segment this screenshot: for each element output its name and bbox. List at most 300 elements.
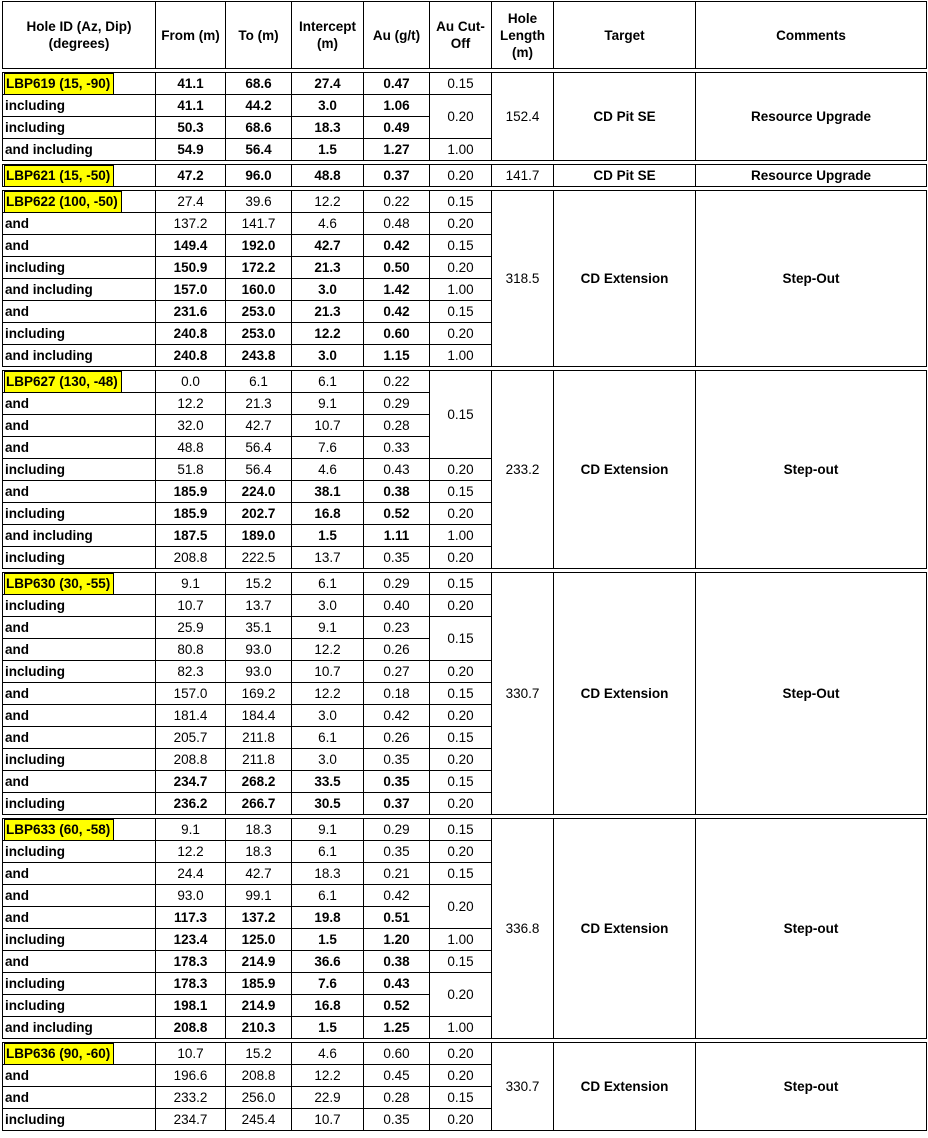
hole-target: CD Extension	[554, 819, 696, 1039]
cell-to: 21.3	[226, 393, 292, 415]
cell-int: 12.2	[292, 683, 364, 705]
hole-comment: Resource Upgrade	[696, 165, 927, 187]
hole-length: 233.2	[492, 371, 554, 569]
cell-au: 0.27	[364, 661, 430, 683]
cell-from: 231.6	[156, 301, 226, 323]
cell-from: 54.9	[156, 139, 226, 161]
hole-comment: Resource Upgrade	[696, 73, 927, 161]
cell-to: 56.4	[226, 459, 292, 481]
cell-au: 0.40	[364, 595, 430, 617]
cell-au: 1.06	[364, 95, 430, 117]
row-label-cell: and	[3, 727, 156, 749]
cell-au: 0.22	[364, 371, 430, 393]
row-label-cell: including	[3, 841, 156, 863]
cell-from: 208.8	[156, 547, 226, 569]
cell-to: 266.7	[226, 793, 292, 815]
cell-cutoff: 0.15	[430, 771, 492, 793]
row-label-cell: and	[3, 705, 156, 727]
hole-target: CD Extension	[554, 573, 696, 815]
cell-to: 13.7	[226, 595, 292, 617]
cell-to: 56.4	[226, 139, 292, 161]
row-label-cell: and including	[3, 1017, 156, 1039]
cell-from: 41.1	[156, 95, 226, 117]
cell-from: 178.3	[156, 973, 226, 995]
cell-from: 157.0	[156, 279, 226, 301]
cell-to: 211.8	[226, 727, 292, 749]
header-cutoff: Au Cut-Off	[430, 2, 492, 69]
cell-to: 15.2	[226, 573, 292, 595]
cell-au: 0.26	[364, 727, 430, 749]
cell-from: 10.7	[156, 1043, 226, 1065]
cell-from: 9.1	[156, 573, 226, 595]
cell-cutoff: 0.20	[430, 257, 492, 279]
cell-cutoff: 0.20	[430, 95, 492, 139]
cell-to: 15.2	[226, 1043, 292, 1065]
hole-length: 152.4	[492, 73, 554, 161]
row-label-cell: including	[3, 323, 156, 345]
cell-au: 0.47	[364, 73, 430, 95]
cell-au: 0.51	[364, 907, 430, 929]
cell-au: 0.42	[364, 885, 430, 907]
row-label-cell: including	[3, 595, 156, 617]
cell-cutoff: 0.20	[430, 749, 492, 771]
cell-from: 24.4	[156, 863, 226, 885]
cell-from: 50.3	[156, 117, 226, 139]
hole-id: LBP633 (60, -58)	[5, 820, 113, 840]
cell-to: 42.7	[226, 415, 292, 437]
cell-int: 6.1	[292, 727, 364, 749]
cell-from: 234.7	[156, 1109, 226, 1131]
cell-int: 4.6	[292, 1043, 364, 1065]
cell-to: 68.6	[226, 73, 292, 95]
cell-to: 211.8	[226, 749, 292, 771]
hole-id: LBP622 (100, -50)	[5, 192, 121, 212]
cell-from: 123.4	[156, 929, 226, 951]
cell-int: 3.0	[292, 595, 364, 617]
cell-from: 205.7	[156, 727, 226, 749]
header-hole-id: Hole ID (Az, Dip) (degrees)	[3, 2, 156, 69]
cell-from: 198.1	[156, 995, 226, 1017]
cell-to: 185.9	[226, 973, 292, 995]
hole-length: 330.7	[492, 1043, 554, 1131]
cell-to: 99.1	[226, 885, 292, 907]
cell-au: 0.37	[364, 165, 430, 187]
cell-cutoff: 1.00	[430, 279, 492, 301]
cell-au: 0.42	[364, 301, 430, 323]
cell-int: 9.1	[292, 617, 364, 639]
hole-target: CD Pit SE	[554, 73, 696, 161]
cell-from: 32.0	[156, 415, 226, 437]
cell-int: 9.1	[292, 393, 364, 415]
row-label-cell: including	[3, 459, 156, 481]
header-to: To (m)	[226, 2, 292, 69]
table-body	[3, 69, 927, 1131]
cell-int: 38.1	[292, 481, 364, 503]
cell-cutoff: 1.00	[430, 525, 492, 547]
cell-to: 253.0	[226, 301, 292, 323]
cell-au: 0.21	[364, 863, 430, 885]
cell-from: 240.8	[156, 323, 226, 345]
cell-cutoff: 0.20	[430, 213, 492, 235]
cell-au: 0.29	[364, 393, 430, 415]
row-label-cell: and including	[3, 139, 156, 161]
cell-cutoff: 0.20	[430, 1109, 492, 1131]
cell-from: 12.2	[156, 841, 226, 863]
cell-au: 0.52	[364, 503, 430, 525]
hole-comment: Step-out	[696, 1043, 927, 1131]
cell-to: 210.3	[226, 1017, 292, 1039]
cell-cutoff: 0.20	[430, 661, 492, 683]
cell-int: 3.0	[292, 345, 364, 367]
table-row	[3, 371, 927, 393]
cell-cutoff: 0.15	[430, 617, 492, 661]
cell-int: 27.4	[292, 73, 364, 95]
cell-to: 125.0	[226, 929, 292, 951]
table-row	[3, 573, 927, 595]
cell-int: 12.2	[292, 323, 364, 345]
hole-id: LBP619 (15, -90)	[5, 74, 113, 94]
row-label-cell: and	[3, 481, 156, 503]
row-label-cell: and	[3, 771, 156, 793]
cell-to: 245.4	[226, 1109, 292, 1131]
cell-int: 36.6	[292, 951, 364, 973]
cell-cutoff: 1.00	[430, 139, 492, 161]
cell-to: 68.6	[226, 117, 292, 139]
row-label-cell: including	[3, 117, 156, 139]
row-label-cell	[3, 191, 156, 213]
cell-to: 222.5	[226, 547, 292, 569]
row-label-cell: including	[3, 929, 156, 951]
cell-int: 42.7	[292, 235, 364, 257]
cell-au: 1.20	[364, 929, 430, 951]
cell-to: 208.8	[226, 1065, 292, 1087]
cell-cutoff: 0.15	[430, 1087, 492, 1109]
cell-int: 6.1	[292, 573, 364, 595]
cell-from: 25.9	[156, 617, 226, 639]
cell-to: 202.7	[226, 503, 292, 525]
row-label-cell: and	[3, 885, 156, 907]
cell-int: 4.6	[292, 213, 364, 235]
row-label-cell: and	[3, 1087, 156, 1109]
cell-au: 0.23	[364, 617, 430, 639]
hole-id: LBP636 (90, -60)	[5, 1044, 113, 1064]
cell-to: 56.4	[226, 437, 292, 459]
hole-target: CD Extension	[554, 191, 696, 367]
cell-au: 0.35	[364, 547, 430, 569]
cell-cutoff: 0.15	[430, 73, 492, 95]
cell-int: 1.5	[292, 1017, 364, 1039]
cell-cutoff: 0.20	[430, 323, 492, 345]
cell-int: 30.5	[292, 793, 364, 815]
cell-cutoff: 0.15	[430, 235, 492, 257]
cell-au: 0.52	[364, 995, 430, 1017]
row-label-cell: including	[3, 503, 156, 525]
row-label-cell: including	[3, 995, 156, 1017]
header-target: Target	[554, 2, 696, 69]
row-label-cell: including	[3, 793, 156, 815]
cell-cutoff: 0.15	[430, 863, 492, 885]
row-label-cell	[3, 73, 156, 95]
cell-cutoff: 0.20	[430, 547, 492, 569]
cell-au: 0.28	[364, 1087, 430, 1109]
cell-from: 27.4	[156, 191, 226, 213]
cell-cutoff: 0.20	[430, 885, 492, 929]
cell-cutoff: 0.20	[430, 595, 492, 617]
cell-int: 48.8	[292, 165, 364, 187]
header-au: Au (g/t)	[364, 2, 430, 69]
cell-cutoff: 0.20	[430, 1065, 492, 1087]
row-label-cell: and	[3, 301, 156, 323]
cell-au: 1.15	[364, 345, 430, 367]
header-intercept: Intercept (m)	[292, 2, 364, 69]
cell-to: 35.1	[226, 617, 292, 639]
cell-from: 234.7	[156, 771, 226, 793]
cell-au: 0.26	[364, 639, 430, 661]
cell-from: 208.8	[156, 749, 226, 771]
cell-from: 185.9	[156, 503, 226, 525]
hole-id: LBP627 (130, -48)	[5, 372, 121, 392]
cell-au: 0.60	[364, 1043, 430, 1065]
row-label-cell: and	[3, 863, 156, 885]
cell-au: 1.25	[364, 1017, 430, 1039]
hole-comment: Step-Out	[696, 191, 927, 367]
cell-to: 253.0	[226, 323, 292, 345]
cell-int: 7.6	[292, 437, 364, 459]
cell-to: 137.2	[226, 907, 292, 929]
row-label-cell: and	[3, 437, 156, 459]
cell-int: 9.1	[292, 819, 364, 841]
cell-au: 0.22	[364, 191, 430, 213]
table-row	[3, 165, 927, 187]
drill-results-table	[2, 1, 927, 1131]
cell-int: 10.7	[292, 1109, 364, 1131]
cell-au: 0.42	[364, 705, 430, 727]
cell-cutoff: 1.00	[430, 345, 492, 367]
cell-to: 93.0	[226, 661, 292, 683]
cell-au: 0.18	[364, 683, 430, 705]
cell-int: 18.3	[292, 863, 364, 885]
cell-int: 4.6	[292, 459, 364, 481]
cell-to: 192.0	[226, 235, 292, 257]
cell-from: 48.8	[156, 437, 226, 459]
cell-int: 3.0	[292, 95, 364, 117]
hole-comment: Step-out	[696, 371, 927, 569]
cell-to: 141.7	[226, 213, 292, 235]
cell-to: 256.0	[226, 1087, 292, 1109]
cell-int: 12.2	[292, 639, 364, 661]
cell-to: 214.9	[226, 995, 292, 1017]
cell-int: 6.1	[292, 885, 364, 907]
cell-au: 0.35	[364, 771, 430, 793]
cell-au: 0.35	[364, 749, 430, 771]
cell-cutoff: 0.15	[430, 573, 492, 595]
cell-from: 9.1	[156, 819, 226, 841]
cell-au: 0.38	[364, 951, 430, 973]
cell-from: 82.3	[156, 661, 226, 683]
cell-from: 47.2	[156, 165, 226, 187]
row-label-cell: and	[3, 393, 156, 415]
cell-cutoff: 0.20	[430, 973, 492, 1017]
row-label-cell: and including	[3, 279, 156, 301]
cell-from: 187.5	[156, 525, 226, 547]
cell-au: 0.28	[364, 415, 430, 437]
cell-int: 21.3	[292, 301, 364, 323]
cell-cutoff: 0.20	[430, 165, 492, 187]
cell-int: 6.1	[292, 371, 364, 393]
hole-id: LBP621 (15, -50)	[5, 166, 113, 186]
hole-target: CD Extension	[554, 1043, 696, 1131]
cell-int: 18.3	[292, 117, 364, 139]
header-from: From (m)	[156, 2, 226, 69]
cell-from: 196.6	[156, 1065, 226, 1087]
cell-int: 16.8	[292, 995, 364, 1017]
cell-int: 3.0	[292, 279, 364, 301]
cell-au: 0.29	[364, 819, 430, 841]
cell-int: 3.0	[292, 749, 364, 771]
row-label-cell: including	[3, 1109, 156, 1131]
row-label-cell: including	[3, 547, 156, 569]
cell-to: 189.0	[226, 525, 292, 547]
cell-to: 224.0	[226, 481, 292, 503]
cell-from: 41.1	[156, 73, 226, 95]
cell-cutoff: 0.20	[430, 793, 492, 815]
cell-cutoff: 0.15	[430, 727, 492, 749]
cell-cutoff: 0.20	[430, 503, 492, 525]
cell-au: 0.29	[364, 573, 430, 595]
row-label-cell: and	[3, 639, 156, 661]
cell-to: 214.9	[226, 951, 292, 973]
cell-to: 169.2	[226, 683, 292, 705]
cell-int: 21.3	[292, 257, 364, 279]
cell-to: 39.6	[226, 191, 292, 213]
cell-from: 233.2	[156, 1087, 226, 1109]
cell-int: 12.2	[292, 191, 364, 213]
cell-au: 0.43	[364, 459, 430, 481]
hole-length: 330.7	[492, 573, 554, 815]
cell-from: 181.4	[156, 705, 226, 727]
cell-int: 13.7	[292, 547, 364, 569]
cell-au: 0.48	[364, 213, 430, 235]
cell-au: 0.43	[364, 973, 430, 995]
cell-to: 18.3	[226, 841, 292, 863]
cell-to: 160.0	[226, 279, 292, 301]
cell-from: 236.2	[156, 793, 226, 815]
cell-au: 0.35	[364, 1109, 430, 1131]
cell-cutoff: 0.15	[430, 951, 492, 973]
row-label-cell: including	[3, 749, 156, 771]
cell-int: 16.8	[292, 503, 364, 525]
row-label-cell	[3, 1043, 156, 1065]
table-row	[3, 191, 927, 213]
row-label-cell: and including	[3, 345, 156, 367]
cell-to: 93.0	[226, 639, 292, 661]
cell-int: 7.6	[292, 973, 364, 995]
cell-au: 1.11	[364, 525, 430, 547]
row-label-cell: including	[3, 257, 156, 279]
cell-au: 0.38	[364, 481, 430, 503]
row-label-cell: and	[3, 415, 156, 437]
hole-comment: Step-out	[696, 819, 927, 1039]
cell-cutoff: 0.15	[430, 191, 492, 213]
cell-cutoff: 0.20	[430, 459, 492, 481]
cell-to: 18.3	[226, 819, 292, 841]
cell-cutoff: 0.15	[430, 301, 492, 323]
cell-int: 6.1	[292, 841, 364, 863]
cell-int: 12.2	[292, 1065, 364, 1087]
hole-length: 318.5	[492, 191, 554, 367]
cell-cutoff: 0.15	[430, 371, 492, 459]
cell-from: 12.2	[156, 393, 226, 415]
cell-from: 178.3	[156, 951, 226, 973]
cell-cutoff: 0.20	[430, 841, 492, 863]
cell-from: 157.0	[156, 683, 226, 705]
cell-au: 0.49	[364, 117, 430, 139]
row-label-cell: and	[3, 683, 156, 705]
cell-au: 0.33	[364, 437, 430, 459]
cell-to: 96.0	[226, 165, 292, 187]
cell-au: 0.42	[364, 235, 430, 257]
table-row	[3, 819, 927, 841]
cell-int: 1.5	[292, 929, 364, 951]
cell-au: 1.42	[364, 279, 430, 301]
cell-au: 0.60	[364, 323, 430, 345]
cell-cutoff: 0.20	[430, 705, 492, 727]
header-hole-length: Hole Length (m)	[492, 2, 554, 69]
cell-to: 172.2	[226, 257, 292, 279]
cell-au: 0.35	[364, 841, 430, 863]
row-label-cell: and	[3, 907, 156, 929]
cell-au: 0.45	[364, 1065, 430, 1087]
cell-from: 240.8	[156, 345, 226, 367]
cell-to: 268.2	[226, 771, 292, 793]
cell-from: 149.4	[156, 235, 226, 257]
cell-from: 0.0	[156, 371, 226, 393]
cell-from: 80.8	[156, 639, 226, 661]
cell-to: 42.7	[226, 863, 292, 885]
cell-cutoff: 0.15	[430, 481, 492, 503]
row-label-cell	[3, 819, 156, 841]
cell-from: 117.3	[156, 907, 226, 929]
cell-from: 208.8	[156, 1017, 226, 1039]
cell-from: 93.0	[156, 885, 226, 907]
cell-from: 10.7	[156, 595, 226, 617]
hole-id: LBP630 (30, -55)	[5, 574, 113, 594]
hole-target: CD Extension	[554, 371, 696, 569]
cell-int: 33.5	[292, 771, 364, 793]
cell-cutoff: 1.00	[430, 929, 492, 951]
cell-int: 22.9	[292, 1087, 364, 1109]
row-label-cell	[3, 371, 156, 393]
cell-cutoff: 0.15	[430, 819, 492, 841]
cell-to: 243.8	[226, 345, 292, 367]
header-comments: Comments	[696, 2, 927, 69]
cell-from: 150.9	[156, 257, 226, 279]
cell-from: 185.9	[156, 481, 226, 503]
cell-to: 6.1	[226, 371, 292, 393]
cell-cutoff: 0.20	[430, 1043, 492, 1065]
row-label-cell	[3, 165, 156, 187]
row-label-cell: including	[3, 973, 156, 995]
cell-int: 1.5	[292, 139, 364, 161]
row-label-cell: and	[3, 617, 156, 639]
cell-int: 10.7	[292, 415, 364, 437]
cell-au: 1.27	[364, 139, 430, 161]
hole-comment: Step-Out	[696, 573, 927, 815]
cell-from: 137.2	[156, 213, 226, 235]
row-label-cell: and	[3, 213, 156, 235]
cell-to: 44.2	[226, 95, 292, 117]
cell-from: 51.8	[156, 459, 226, 481]
